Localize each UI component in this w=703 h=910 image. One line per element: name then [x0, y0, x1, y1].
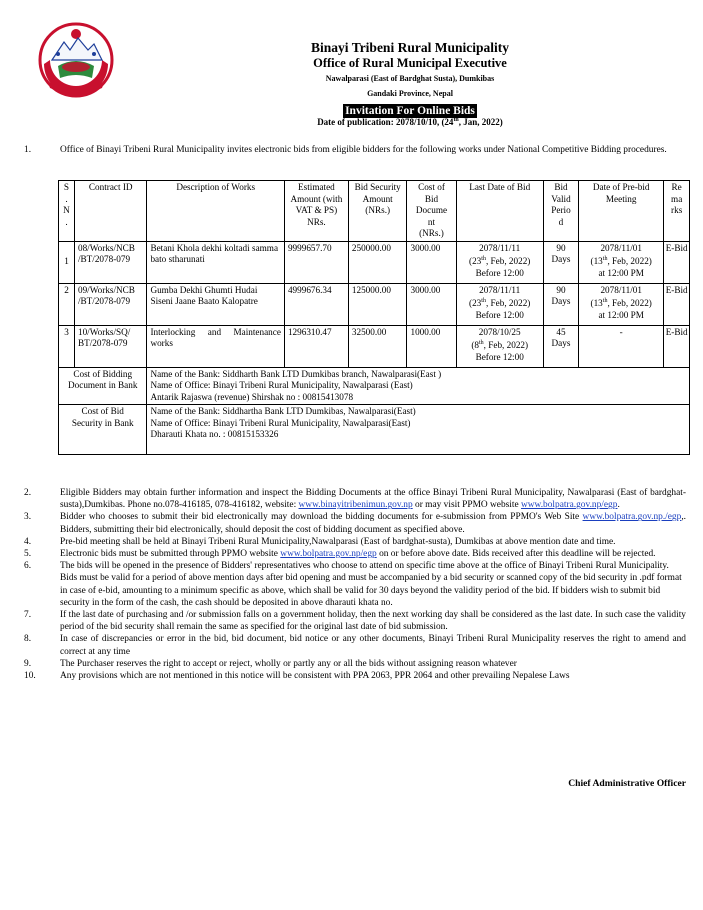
- header-prebid: Date of Pre-bid Meeting: [579, 181, 664, 242]
- list-item: 5. Electronic bids must be submitted through PPMO website www.bolpatra.gov.np/egp on or before above date. Bids received after this deadline will be rejected.: [24, 549, 656, 560]
- row-remarks: E-Bid: [664, 325, 690, 367]
- row-description: Gumba Dekhi Ghumti Hudai Siseni Jaane Baato Kalopatre: [147, 283, 284, 325]
- signature-title: Chief Administrative Officer: [568, 778, 686, 789]
- row-doc-cost: 3000.00: [407, 283, 456, 325]
- row-sn: 2: [59, 283, 75, 325]
- row-contract-id: 10/Works/SQ/ BT/2078-079: [74, 325, 146, 367]
- row-last-date: 2078/10/25 (8th, Feb, 2022) Before 12:00: [456, 325, 543, 367]
- nepal-emblem-icon: [36, 20, 116, 100]
- org-name: Binayi Tribeni Rural Municipality: [311, 40, 509, 55]
- bank-security-details: Name of the Bank: Siddhartha Bank LTD Dumkibas, Nawalparasi(East) Name of Office: Binayi Tribeni Rural Municipality, Nawalparasi(East) Dharauti Khata no. : 00815153326: [147, 405, 690, 455]
- publication-date: Date of publication: 2078/10/10, (24th, Jan, 2022): [317, 117, 503, 127]
- row-estimated: 9999657.70: [284, 241, 348, 283]
- office-province: Gandaki Province, Nepal: [367, 89, 453, 98]
- header-remarks: Re ma rks: [664, 181, 690, 242]
- row-description: Betani Khola dekhi koltadi samma bato stharunati: [147, 241, 284, 283]
- header-estimated: Estimated Amount (with VAT & PS) NRs.: [284, 181, 348, 242]
- header-description: Description of Works: [147, 181, 284, 242]
- table-header-row: [59, 181, 690, 242]
- bank-security-label: Cost of Bid Security in Bank: [59, 405, 147, 455]
- bank-doc-details: Name of the Bank: Siddharth Bank LTD Dumkibas branch, Nawalparasi(East ) Name of Office: Binayi Tribeni Rural Municipality, Nawalparasi (East) Antarik Rajaswa (revenue) Shirshak no : 00815413078: [147, 367, 690, 405]
- ppmo-website-link[interactable]: www.bolpatra.gov.np./egp: [582, 512, 682, 523]
- table-row: [59, 241, 690, 283]
- list-item: 10. Any provisions which are not mentioned in this notice will be consistent with PPA 2063, PPR 2064 and other prevailing Nepalese Laws: [24, 671, 570, 682]
- list-item: 9. The Purchaser reserves the right to accept or reject, wholly or partly any or all the bids without assigning reason whatever: [24, 658, 517, 669]
- ppmo-website-link[interactable]: www.bolpatra.gov.np/egp: [521, 500, 618, 511]
- row-remarks: E-Bid: [664, 241, 690, 283]
- list-item: 3. Bidder who chooses to submit their bid electronically may download the bidding documents for e-submission from PPMO's Web Site www.bolpatra.gov.np./egp,. Bidders, submitting their bid electronically, should deposit the cost of bidding document as specified above.: [24, 512, 686, 535]
- row-sn: 3: [59, 325, 75, 367]
- office-address: Nawalparasi (East of Bardghat Susta), Dumkibas: [325, 74, 495, 83]
- header-doc-cost: Cost of Bid Docume nt (NRs.): [407, 181, 456, 242]
- row-last-date: 2078/11/11 (23th, Feb, 2022) Before 12:00: [456, 241, 543, 283]
- row-contract-id: 09/Works/NCB /BT/2078-079: [74, 283, 146, 325]
- row-prebid: 2078/11/01 (13th, Feb, 2022) at 12:00 PM: [579, 283, 664, 325]
- row-valid: 45 Days: [543, 325, 578, 367]
- bank-doc-row: [59, 367, 690, 405]
- list-item: 8. In case of discrepancies or error in the bid, bid document, bid notice or any other documents, Binayi Tribeni Rural Municipality reserves the right to amend and correct at any time: [24, 634, 686, 657]
- row-sn: 1: [59, 241, 75, 283]
- list-item: 7. If the last date of purchasing and /or submission falls on a government holiday, then the next working day shall be considered as the last date. In such case the validity period of the bid security shall remain the same as specified for the original last date of bid submission.: [24, 610, 686, 633]
- row-valid: 90 Days: [543, 241, 578, 283]
- bank-doc-label: Cost of Bidding Document in Bank: [59, 367, 147, 405]
- ppmo-website-link[interactable]: www.bolpatra.gov.np/egp: [280, 549, 377, 560]
- bids-table: [58, 180, 690, 455]
- row-prebid: 2078/11/01 (13th, Feb, 2022) at 12:00 PM: [579, 241, 664, 283]
- row-prebid: -: [579, 325, 664, 367]
- row-security: 125000.00: [348, 283, 407, 325]
- header-contract-id: Contract ID: [74, 181, 146, 242]
- row-security: 250000.00: [348, 241, 407, 283]
- list-item: 2. Eligible Bidders may obtain further information and inspect the Bidding Documents at the office Binayi Tribeni Rural Municipality, Nawalparasi (East of bardghat-susta),Dumkibas. Phone no.078-416185, 078-416182, website: www.binayitribenimun.gov.np or may visit PPMO website www.bolpatra.gov.np/egp.: [24, 488, 686, 511]
- bank-security-row: [59, 405, 690, 455]
- header-last-date: Last Date of Bid: [456, 181, 543, 242]
- header-valid: Bid Valid Perio d: [543, 181, 578, 242]
- row-contract-id: 08/Works/NCB /BT/2078-079: [74, 241, 146, 283]
- row-estimated: 1296310.47: [284, 325, 348, 367]
- table-row: [59, 325, 690, 367]
- row-doc-cost: 1000.00: [407, 325, 456, 367]
- list-item: 6. The bids will be opened in the presence of Bidders' representatives who choose to attend on specific time above at the office of Binayi Tribeni Rural Municipality. Bids must be valid for a period of above mention days after bid opening and must be accompanied by a bid security or scanned copy of the bid security in .pdf format in case of e-bid, amounting to a minimum specific as above, which shall be valid for 30 days beyond the validity period of the bid. If bidders wish to submit bid security in the form of the cash, the cash should be deposited in above dharauti khata no.: [24, 561, 682, 608]
- notes-list: [24, 487, 686, 682]
- row-valid: 90 Days: [543, 283, 578, 325]
- row-security: 32500.00: [348, 325, 407, 367]
- row-doc-cost: 3000.00: [407, 241, 456, 283]
- row-estimated: 4999676.34: [284, 283, 348, 325]
- intro-paragraph: 1. Office of Binayi Tribeni Rural Municipality invites electronic bids from eligible bidders for the following works under National Competitive Bidding procedures.: [24, 145, 667, 155]
- office-name: Office of Rural Municipal Executive: [313, 56, 507, 70]
- header-sn: S . N .: [59, 181, 75, 242]
- list-item: 4. Pre-bid meeting shall be held at Binayi Tribeni Rural Municipality,Nawalparasi (East of bardghat-susta), Dumkibas at above mention date and time.: [24, 536, 616, 547]
- row-remarks: E-Bid: [664, 283, 690, 325]
- table-row: [59, 283, 690, 325]
- header-security: Bid Security Amount (NRs.): [348, 181, 407, 242]
- row-last-date: 2078/11/11 (23th, Feb, 2022) Before 12:00: [456, 283, 543, 325]
- municipality-website-link[interactable]: www.binayitribenimun.gov.np: [298, 500, 413, 511]
- notice-title: Invitation For Online Bids: [345, 105, 475, 117]
- row-description: Interlocking and Maintenance works: [147, 325, 284, 367]
